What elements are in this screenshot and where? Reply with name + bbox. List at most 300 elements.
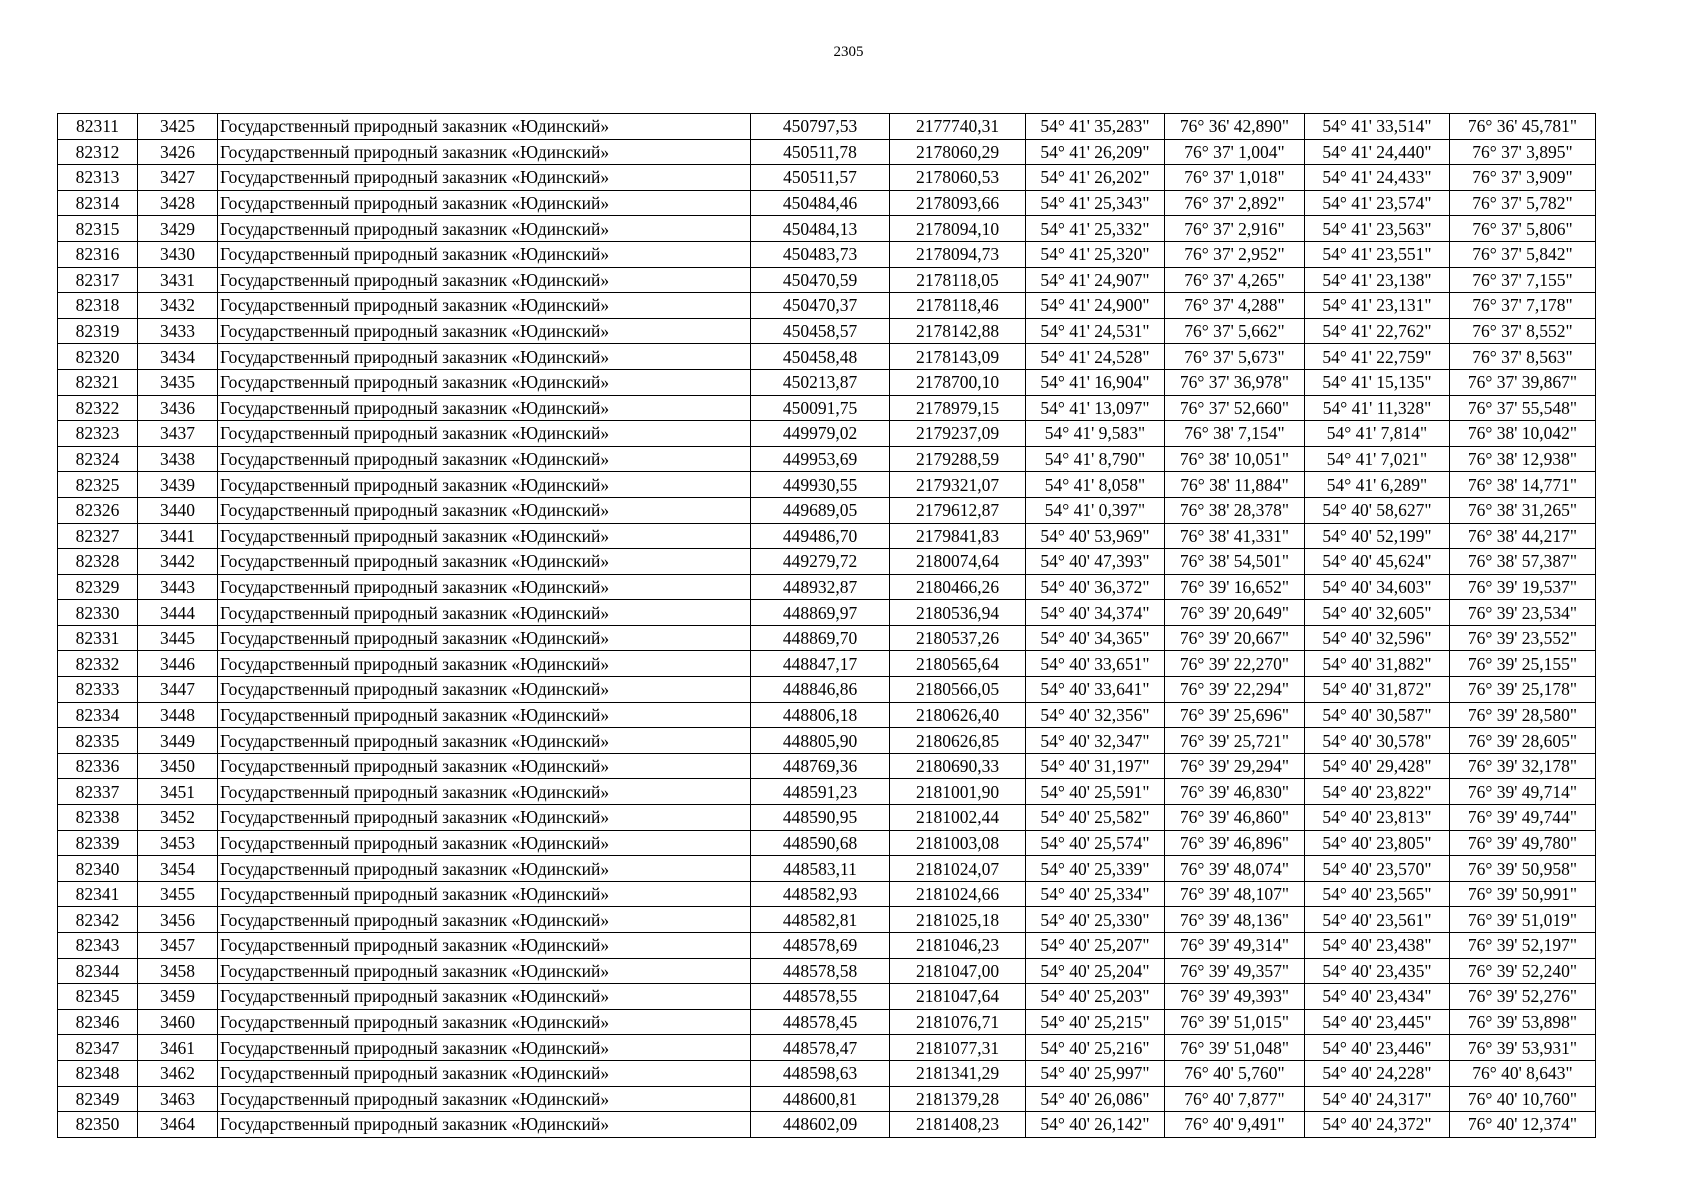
cell-latitude-2: 54° 40' 30,578" — [1305, 728, 1450, 754]
cell-latitude-2: 54° 40' 29,428" — [1305, 753, 1450, 779]
cell-longitude-2: 76° 37' 55,548" — [1450, 395, 1596, 421]
cell-latitude-1: 54° 41' 24,900" — [1026, 293, 1165, 319]
cell-record-id: 82311 — [58, 114, 138, 140]
cell-object-name: Государственный природный заказник «Юдинский» — [218, 907, 751, 933]
cell-object-name: Государственный природный заказник «Юдинский» — [218, 395, 751, 421]
cell-point-number: 3443 — [138, 574, 218, 600]
cell-object-name: Государственный природный заказник «Юдинский» — [218, 293, 751, 319]
cell-coord-x: 448932,87 — [751, 574, 890, 600]
cell-latitude-2: 54° 41' 23,131" — [1305, 293, 1450, 319]
cell-coord-y: 2180565,64 — [890, 651, 1026, 677]
cell-object-name: Государственный природный заказник «Юдинский» — [218, 241, 751, 267]
cell-coord-y: 2181047,64 — [890, 984, 1026, 1010]
cell-latitude-2: 54° 40' 23,446" — [1305, 1035, 1450, 1061]
cell-record-id: 82327 — [58, 523, 138, 549]
cell-coord-y: 2178142,88 — [890, 318, 1026, 344]
table-row — [58, 600, 1596, 626]
cell-longitude-1: 76° 39' 46,896" — [1165, 830, 1305, 856]
cell-latitude-1: 54° 41' 25,343" — [1026, 190, 1165, 216]
cell-object-name: Государственный природный заказник «Юдинский» — [218, 600, 751, 626]
table-row — [58, 293, 1596, 319]
cell-latitude-2: 54° 40' 23,813" — [1305, 805, 1450, 831]
table-row — [58, 369, 1596, 395]
table-row — [58, 216, 1596, 242]
cell-point-number: 3435 — [138, 369, 218, 395]
cell-latitude-1: 54° 40' 25,582" — [1026, 805, 1165, 831]
table-row — [58, 728, 1596, 754]
cell-longitude-2: 76° 39' 49,714" — [1450, 779, 1596, 805]
cell-coord-y: 2177740,31 — [890, 114, 1026, 140]
cell-latitude-2: 54° 40' 58,627" — [1305, 497, 1450, 523]
cell-latitude-2: 54° 40' 30,587" — [1305, 702, 1450, 728]
cell-longitude-2: 76° 39' 23,534" — [1450, 600, 1596, 626]
cell-latitude-2: 54° 41' 7,021" — [1305, 446, 1450, 472]
cell-latitude-1: 54° 40' 25,207" — [1026, 933, 1165, 959]
cell-coord-y: 2180690,33 — [890, 753, 1026, 779]
cell-latitude-1: 54° 40' 25,997" — [1026, 1060, 1165, 1086]
cell-object-name: Государственный природный заказник «Юдинский» — [218, 1009, 751, 1035]
table-row — [58, 881, 1596, 907]
cell-record-id: 82320 — [58, 344, 138, 370]
cell-latitude-2: 54° 41' 23,138" — [1305, 267, 1450, 293]
cell-coord-x: 450511,78 — [751, 139, 890, 165]
cell-latitude-1: 54° 41' 25,332" — [1026, 216, 1165, 242]
table-row — [58, 497, 1596, 523]
table-row — [58, 267, 1596, 293]
cell-coord-x: 448805,90 — [751, 728, 890, 754]
cell-coord-y: 2180537,26 — [890, 625, 1026, 651]
cell-coord-x: 448846,86 — [751, 677, 890, 703]
cell-coord-x: 448847,17 — [751, 651, 890, 677]
cell-coord-x: 448583,11 — [751, 856, 890, 882]
cell-longitude-2: 76° 38' 10,042" — [1450, 421, 1596, 447]
cell-longitude-2: 76° 38' 14,771" — [1450, 472, 1596, 498]
cell-point-number: 3436 — [138, 395, 218, 421]
cell-coord-y: 2181001,90 — [890, 779, 1026, 805]
cell-latitude-2: 54° 40' 24,372" — [1305, 1112, 1450, 1138]
cell-coord-x: 450483,73 — [751, 241, 890, 267]
table-row — [58, 1035, 1596, 1061]
cell-object-name: Государственный природный заказник «Юдинский» — [218, 549, 751, 575]
cell-record-id: 82318 — [58, 293, 138, 319]
cell-record-id: 82331 — [58, 625, 138, 651]
cell-record-id: 82342 — [58, 907, 138, 933]
cell-point-number: 3427 — [138, 165, 218, 191]
cell-latitude-1: 54° 41' 24,907" — [1026, 267, 1165, 293]
cell-latitude-2: 54° 40' 52,199" — [1305, 523, 1450, 549]
cell-coord-x: 448602,09 — [751, 1112, 890, 1138]
table-row — [58, 984, 1596, 1010]
cell-point-number: 3426 — [138, 139, 218, 165]
cell-longitude-1: 76° 39' 20,667" — [1165, 625, 1305, 651]
cell-coord-x: 448600,81 — [751, 1086, 890, 1112]
cell-latitude-1: 54° 41' 9,583" — [1026, 421, 1165, 447]
cell-latitude-2: 54° 40' 45,624" — [1305, 549, 1450, 575]
cell-longitude-1: 76° 38' 41,331" — [1165, 523, 1305, 549]
cell-latitude-1: 54° 40' 25,203" — [1026, 984, 1165, 1010]
cell-coord-x: 450797,53 — [751, 114, 890, 140]
cell-latitude-1: 54° 40' 25,330" — [1026, 907, 1165, 933]
cell-longitude-2: 76° 39' 25,155" — [1450, 651, 1596, 677]
cell-coord-y: 2179321,07 — [890, 472, 1026, 498]
cell-longitude-2: 76° 39' 53,898" — [1450, 1009, 1596, 1035]
cell-longitude-2: 76° 39' 52,240" — [1450, 958, 1596, 984]
cell-record-id: 82345 — [58, 984, 138, 1010]
cell-coord-y: 2178094,10 — [890, 216, 1026, 242]
cell-latitude-2: 54° 41' 11,328" — [1305, 395, 1450, 421]
cell-coord-y: 2181002,44 — [890, 805, 1026, 831]
cell-record-id: 82332 — [58, 651, 138, 677]
cell-object-name: Государственный природный заказник «Юдинский» — [218, 728, 751, 754]
cell-coord-y: 2180074,64 — [890, 549, 1026, 575]
cell-coord-y: 2178060,53 — [890, 165, 1026, 191]
cell-coord-x: 448590,68 — [751, 830, 890, 856]
cell-record-id: 82329 — [58, 574, 138, 600]
cell-object-name: Государственный природный заказник «Юдинский» — [218, 1086, 751, 1112]
cell-object-name: Государственный природный заказник «Юдинский» — [218, 933, 751, 959]
cell-record-id: 82326 — [58, 497, 138, 523]
cell-longitude-1: 76° 39' 48,107" — [1165, 881, 1305, 907]
cell-coord-y: 2178700,10 — [890, 369, 1026, 395]
table-row — [58, 1060, 1596, 1086]
cell-point-number: 3450 — [138, 753, 218, 779]
cell-point-number: 3457 — [138, 933, 218, 959]
table-row — [58, 1009, 1596, 1035]
cell-point-number: 3464 — [138, 1112, 218, 1138]
cell-point-number: 3461 — [138, 1035, 218, 1061]
cell-latitude-2: 54° 40' 23,805" — [1305, 830, 1450, 856]
table-row — [58, 677, 1596, 703]
cell-object-name: Государственный природный заказник «Юдинский» — [218, 1060, 751, 1086]
cell-object-name: Государственный природный заказник «Юдинский» — [218, 421, 751, 447]
cell-latitude-1: 54° 40' 25,334" — [1026, 881, 1165, 907]
cell-latitude-2: 54° 41' 6,289" — [1305, 472, 1450, 498]
cell-latitude-1: 54° 40' 36,372" — [1026, 574, 1165, 600]
cell-coord-y: 2180566,05 — [890, 677, 1026, 703]
table-row — [58, 779, 1596, 805]
cell-latitude-1: 54° 41' 8,790" — [1026, 446, 1165, 472]
cell-coord-x: 449979,02 — [751, 421, 890, 447]
cell-longitude-1: 76° 37' 2,952" — [1165, 241, 1305, 267]
cell-coord-y: 2179841,83 — [890, 523, 1026, 549]
cell-coord-x: 450484,46 — [751, 190, 890, 216]
cell-longitude-1: 76° 39' 46,860" — [1165, 805, 1305, 831]
cell-longitude-1: 76° 37' 4,288" — [1165, 293, 1305, 319]
cell-latitude-1: 54° 40' 33,651" — [1026, 651, 1165, 677]
cell-record-id: 82346 — [58, 1009, 138, 1035]
cell-latitude-1: 54° 41' 0,397" — [1026, 497, 1165, 523]
cell-latitude-2: 54° 40' 24,317" — [1305, 1086, 1450, 1112]
cell-longitude-1: 76° 37' 2,916" — [1165, 216, 1305, 242]
cell-coord-y: 2178094,73 — [890, 241, 1026, 267]
cell-longitude-2: 76° 37' 5,842" — [1450, 241, 1596, 267]
cell-point-number: 3462 — [138, 1060, 218, 1086]
cell-record-id: 82350 — [58, 1112, 138, 1138]
cell-latitude-2: 54° 41' 23,563" — [1305, 216, 1450, 242]
cell-latitude-2: 54° 40' 24,228" — [1305, 1060, 1450, 1086]
table-row — [58, 472, 1596, 498]
table-row — [58, 625, 1596, 651]
cell-object-name: Государственный природный заказник «Юдинский» — [218, 165, 751, 191]
cell-longitude-2: 76° 39' 50,991" — [1450, 881, 1596, 907]
cell-coord-x: 449279,72 — [751, 549, 890, 575]
cell-coord-x: 448582,81 — [751, 907, 890, 933]
cell-latitude-1: 54° 40' 25,574" — [1026, 830, 1165, 856]
cell-latitude-2: 54° 41' 7,814" — [1305, 421, 1450, 447]
cell-longitude-1: 76° 36' 42,890" — [1165, 114, 1305, 140]
table-row — [58, 830, 1596, 856]
cell-longitude-1: 76° 37' 5,662" — [1165, 318, 1305, 344]
cell-record-id: 82328 — [58, 549, 138, 575]
cell-coord-x: 450484,13 — [751, 216, 890, 242]
cell-record-id: 82347 — [58, 1035, 138, 1061]
cell-longitude-1: 76° 40' 5,760" — [1165, 1060, 1305, 1086]
cell-longitude-1: 76° 38' 54,501" — [1165, 549, 1305, 575]
cell-point-number: 3440 — [138, 497, 218, 523]
cell-record-id: 82343 — [58, 933, 138, 959]
cell-object-name: Государственный природный заказник «Юдинский» — [218, 267, 751, 293]
cell-object-name: Государственный природный заказник «Юдинский» — [218, 523, 751, 549]
cell-latitude-1: 54° 41' 8,058" — [1026, 472, 1165, 498]
cell-coord-x: 450458,48 — [751, 344, 890, 370]
cell-longitude-1: 76° 37' 5,673" — [1165, 344, 1305, 370]
cell-coord-y: 2178093,66 — [890, 190, 1026, 216]
table-row — [58, 190, 1596, 216]
cell-record-id: 82338 — [58, 805, 138, 831]
page-number: 2305 — [833, 44, 864, 60]
cell-point-number: 3447 — [138, 677, 218, 703]
cell-longitude-2: 76° 37' 3,909" — [1450, 165, 1596, 191]
cell-record-id: 82324 — [58, 446, 138, 472]
cell-latitude-2: 54° 40' 34,603" — [1305, 574, 1450, 600]
cell-coord-y: 2181024,66 — [890, 881, 1026, 907]
cell-coord-x: 449953,69 — [751, 446, 890, 472]
cell-record-id: 82335 — [58, 728, 138, 754]
cell-longitude-1: 76° 39' 51,048" — [1165, 1035, 1305, 1061]
cell-record-id: 82317 — [58, 267, 138, 293]
cell-point-number: 3432 — [138, 293, 218, 319]
cell-longitude-2: 76° 40' 12,374" — [1450, 1112, 1596, 1138]
cell-record-id: 82323 — [58, 421, 138, 447]
cell-latitude-1: 54° 40' 25,591" — [1026, 779, 1165, 805]
cell-latitude-1: 54° 40' 53,969" — [1026, 523, 1165, 549]
cell-coord-x: 450470,37 — [751, 293, 890, 319]
coordinates-table — [57, 113, 1596, 1138]
cell-latitude-2: 54° 41' 23,574" — [1305, 190, 1450, 216]
cell-object-name: Государственный природный заказник «Юдинский» — [218, 805, 751, 831]
cell-longitude-1: 76° 40' 9,491" — [1165, 1112, 1305, 1138]
cell-coord-y: 2178118,46 — [890, 293, 1026, 319]
cell-object-name: Государственный природный заказник «Юдинский» — [218, 881, 751, 907]
cell-longitude-1: 76° 39' 22,270" — [1165, 651, 1305, 677]
cell-latitude-1: 54° 40' 34,365" — [1026, 625, 1165, 651]
cell-longitude-2: 76° 37' 3,895" — [1450, 139, 1596, 165]
cell-longitude-1: 76° 39' 25,696" — [1165, 702, 1305, 728]
cell-latitude-2: 54° 40' 23,570" — [1305, 856, 1450, 882]
cell-longitude-1: 76° 39' 48,136" — [1165, 907, 1305, 933]
cell-coord-x: 449486,70 — [751, 523, 890, 549]
cell-coord-x: 448590,95 — [751, 805, 890, 831]
cell-longitude-2: 76° 39' 28,605" — [1450, 728, 1596, 754]
cell-object-name: Государственный природный заказник «Юдинский» — [218, 856, 751, 882]
cell-latitude-2: 54° 40' 23,445" — [1305, 1009, 1450, 1035]
cell-longitude-2: 76° 39' 19,537" — [1450, 574, 1596, 600]
cell-coord-y: 2181077,31 — [890, 1035, 1026, 1061]
cell-longitude-1: 76° 39' 25,721" — [1165, 728, 1305, 754]
cell-point-number: 3425 — [138, 114, 218, 140]
cell-longitude-1: 76° 39' 49,393" — [1165, 984, 1305, 1010]
cell-point-number: 3453 — [138, 830, 218, 856]
cell-point-number: 3459 — [138, 984, 218, 1010]
cell-latitude-2: 54° 41' 24,433" — [1305, 165, 1450, 191]
cell-latitude-2: 54° 40' 23,434" — [1305, 984, 1450, 1010]
cell-latitude-2: 54° 40' 31,872" — [1305, 677, 1450, 703]
cell-point-number: 3454 — [138, 856, 218, 882]
cell-point-number: 3460 — [138, 1009, 218, 1035]
cell-latitude-2: 54° 41' 15,135" — [1305, 369, 1450, 395]
cell-object-name: Государственный природный заказник «Юдинский» — [218, 779, 751, 805]
cell-object-name: Государственный природный заказник «Юдинский» — [218, 1112, 751, 1138]
cell-point-number: 3445 — [138, 625, 218, 651]
cell-coord-y: 2181025,18 — [890, 907, 1026, 933]
table-row — [58, 907, 1596, 933]
cell-point-number: 3434 — [138, 344, 218, 370]
cell-longitude-1: 76° 38' 11,884" — [1165, 472, 1305, 498]
cell-coord-x: 448578,45 — [751, 1009, 890, 1035]
cell-longitude-1: 76° 37' 4,265" — [1165, 267, 1305, 293]
table-row — [58, 395, 1596, 421]
cell-longitude-1: 76° 39' 48,074" — [1165, 856, 1305, 882]
cell-longitude-2: 76° 39' 52,276" — [1450, 984, 1596, 1010]
cell-longitude-2: 76° 37' 8,563" — [1450, 344, 1596, 370]
cell-point-number: 3456 — [138, 907, 218, 933]
cell-coord-x: 450458,57 — [751, 318, 890, 344]
cell-coord-x: 450091,75 — [751, 395, 890, 421]
cell-coord-y: 2179237,09 — [890, 421, 1026, 447]
cell-coord-y: 2181076,71 — [890, 1009, 1026, 1035]
table-row — [58, 139, 1596, 165]
cell-coord-y: 2181408,23 — [890, 1112, 1026, 1138]
table-row — [58, 958, 1596, 984]
cell-object-name: Государственный природный заказник «Юдинский» — [218, 497, 751, 523]
cell-longitude-1: 76° 39' 49,314" — [1165, 933, 1305, 959]
cell-latitude-1: 54° 40' 32,356" — [1026, 702, 1165, 728]
cell-longitude-1: 76° 37' 52,660" — [1165, 395, 1305, 421]
cell-longitude-2: 76° 39' 50,958" — [1450, 856, 1596, 882]
cell-record-id: 82312 — [58, 139, 138, 165]
cell-coord-x: 448578,58 — [751, 958, 890, 984]
cell-longitude-1: 76° 38' 28,378" — [1165, 497, 1305, 523]
cell-latitude-1: 54° 41' 25,320" — [1026, 241, 1165, 267]
cell-point-number: 3439 — [138, 472, 218, 498]
table-row — [58, 933, 1596, 959]
table-row — [58, 702, 1596, 728]
cell-coord-y: 2180626,40 — [890, 702, 1026, 728]
table-row — [58, 805, 1596, 831]
cell-point-number: 3441 — [138, 523, 218, 549]
cell-latitude-1: 54° 41' 26,209" — [1026, 139, 1165, 165]
cell-coord-x: 448578,55 — [751, 984, 890, 1010]
cell-point-number: 3438 — [138, 446, 218, 472]
cell-point-number: 3437 — [138, 421, 218, 447]
cell-longitude-2: 76° 39' 51,019" — [1450, 907, 1596, 933]
table-row — [58, 1086, 1596, 1112]
cell-longitude-2: 76° 38' 57,387" — [1450, 549, 1596, 575]
cell-longitude-1: 76° 37' 1,004" — [1165, 139, 1305, 165]
cell-coord-y: 2180626,85 — [890, 728, 1026, 754]
cell-coord-y: 2178060,29 — [890, 139, 1026, 165]
cell-point-number: 3431 — [138, 267, 218, 293]
cell-latitude-1: 54° 40' 25,216" — [1026, 1035, 1165, 1061]
cell-object-name: Государственный природный заказник «Юдинский» — [218, 702, 751, 728]
cell-latitude-1: 54° 41' 16,904" — [1026, 369, 1165, 395]
cell-longitude-2: 76° 39' 23,552" — [1450, 625, 1596, 651]
cell-longitude-1: 76° 38' 10,051" — [1165, 446, 1305, 472]
cell-longitude-2: 76° 37' 7,155" — [1450, 267, 1596, 293]
table-body — [58, 114, 1596, 1138]
cell-latitude-1: 54° 40' 25,339" — [1026, 856, 1165, 882]
table-row — [58, 421, 1596, 447]
cell-longitude-2: 76° 39' 53,931" — [1450, 1035, 1596, 1061]
table-row — [58, 165, 1596, 191]
cell-latitude-1: 54° 40' 34,374" — [1026, 600, 1165, 626]
cell-record-id: 82344 — [58, 958, 138, 984]
cell-object-name: Государственный природный заказник «Юдинский» — [218, 574, 751, 600]
cell-longitude-1: 76° 38' 7,154" — [1165, 421, 1305, 447]
cell-point-number: 3452 — [138, 805, 218, 831]
cell-point-number: 3429 — [138, 216, 218, 242]
cell-latitude-2: 54° 40' 23,561" — [1305, 907, 1450, 933]
cell-point-number: 3433 — [138, 318, 218, 344]
cell-point-number: 3449 — [138, 728, 218, 754]
cell-object-name: Государственный природный заказник «Юдинский» — [218, 446, 751, 472]
cell-record-id: 82339 — [58, 830, 138, 856]
cell-record-id: 82333 — [58, 677, 138, 703]
cell-longitude-1: 76° 39' 49,357" — [1165, 958, 1305, 984]
cell-coord-y: 2181024,07 — [890, 856, 1026, 882]
cell-latitude-1: 54° 40' 47,393" — [1026, 549, 1165, 575]
table-row — [58, 856, 1596, 882]
cell-object-name: Государственный природный заказник «Юдинский» — [218, 318, 751, 344]
cell-coord-x: 448598,63 — [751, 1060, 890, 1086]
cell-coord-x: 449930,55 — [751, 472, 890, 498]
cell-latitude-2: 54° 40' 23,822" — [1305, 779, 1450, 805]
cell-longitude-2: 76° 38' 44,217" — [1450, 523, 1596, 549]
cell-object-name: Государственный природный заказник «Юдинский» — [218, 651, 751, 677]
cell-object-name: Государственный природный заказник «Юдинский» — [218, 369, 751, 395]
table-row — [58, 318, 1596, 344]
cell-longitude-2: 76° 37' 39,867" — [1450, 369, 1596, 395]
cell-longitude-2: 76° 39' 49,780" — [1450, 830, 1596, 856]
cell-longitude-2: 76° 37' 5,806" — [1450, 216, 1596, 242]
cell-point-number: 3428 — [138, 190, 218, 216]
cell-record-id: 82313 — [58, 165, 138, 191]
cell-record-id: 82316 — [58, 241, 138, 267]
cell-coord-y: 2181046,23 — [890, 933, 1026, 959]
cell-coord-x: 450470,59 — [751, 267, 890, 293]
cell-latitude-2: 54° 41' 33,514" — [1305, 114, 1450, 140]
cell-object-name: Государственный природный заказник «Юдинский» — [218, 830, 751, 856]
cell-coord-y: 2180536,94 — [890, 600, 1026, 626]
cell-coord-x: 448591,23 — [751, 779, 890, 805]
cell-coord-y: 2178979,15 — [890, 395, 1026, 421]
cell-latitude-2: 54° 40' 23,435" — [1305, 958, 1450, 984]
cell-record-id: 82314 — [58, 190, 138, 216]
table-row — [58, 1112, 1596, 1138]
cell-coord-x: 448869,70 — [751, 625, 890, 651]
table-row — [58, 574, 1596, 600]
cell-latitude-2: 54° 41' 22,762" — [1305, 318, 1450, 344]
